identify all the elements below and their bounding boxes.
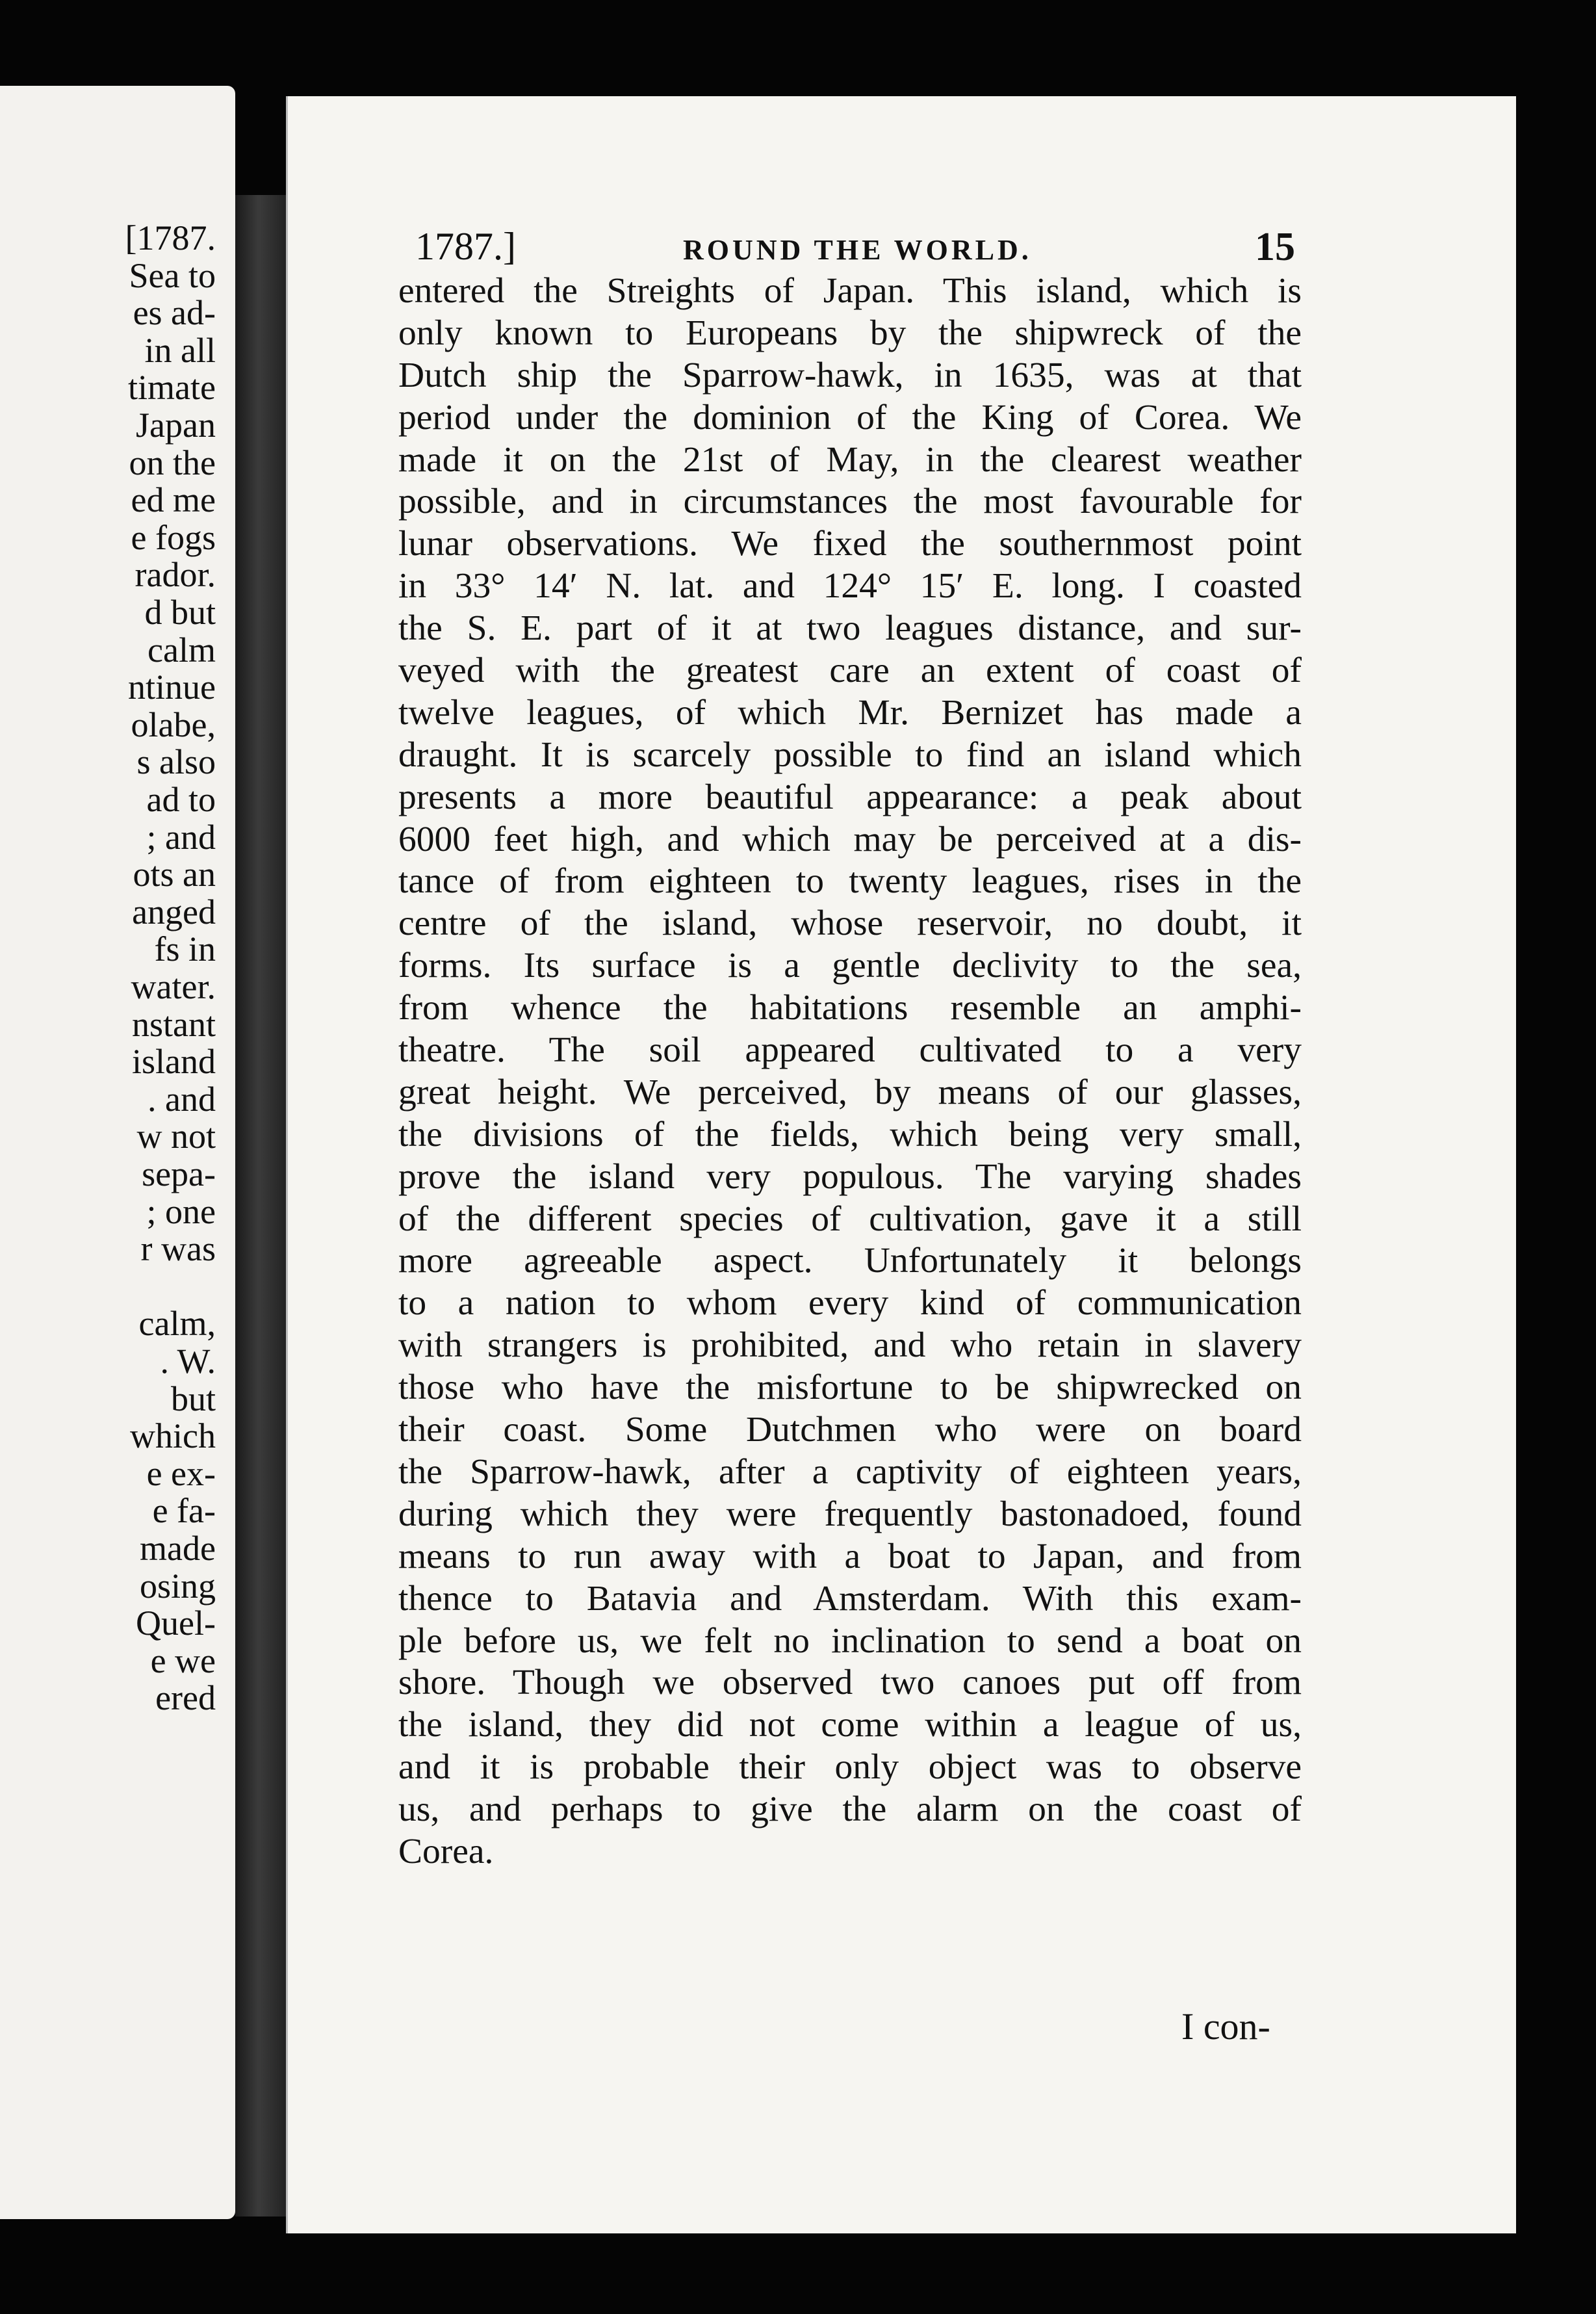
right-page [286, 96, 1516, 2233]
left-page-text-fragment: fs in [154, 930, 216, 969]
left-page-text-fragment: e we [150, 1641, 216, 1680]
left-page-text-fragment: made [140, 1529, 216, 1568]
left-page-text-fragment: ntinue [128, 668, 216, 707]
text-line: possible, and in circumstances the most favourable for [398, 482, 1302, 522]
text-line: period under the dominion of the King of Corea. We [398, 397, 1302, 437]
left-page-text-fragment: ; and [146, 817, 216, 857]
text-line: made it on the 21st of May, in the clearest weather [398, 439, 1302, 480]
left-page-text-fragment: ad to [146, 780, 216, 819]
text-line: the divisions of the fields, which being very small, [398, 1114, 1302, 1154]
left-page-text-fragment: d but [144, 593, 216, 632]
text-line: those who have the misfortune to be shipwrecked on [398, 1368, 1302, 1408]
text-line: ple before us, we felt no inclination to send a boat on [398, 1620, 1302, 1661]
left-page-text-fragment: r was [140, 1229, 216, 1269]
left-page-text-fragment: timate [128, 368, 216, 408]
text-line: the Sparrow-hawk, after a captivity of eighteen years, [398, 1451, 1302, 1492]
left-page-text-fragment: ; one [146, 1191, 216, 1231]
left-page-text-fragment: ered [155, 1678, 216, 1718]
text-line: presents a more beautiful appearance: a peak about [398, 777, 1302, 817]
text-line: 6000 feet high, and which may be perceived at a dis- [398, 819, 1302, 859]
text-line: lunar observations. We fixed the southernmost point [398, 524, 1302, 564]
left-page-text-fragment: on the [129, 443, 216, 482]
left-page-text-fragment: es ad- [133, 293, 216, 333]
text-line: us, and perhaps to give the alarm on the coast of [398, 1789, 1302, 1830]
text-line: theatre. The soil appeared cultivated to a very [398, 1030, 1302, 1071]
text-line: the island, they did not come within a league of us, [398, 1705, 1302, 1745]
running-head-title: ROUND THE WORLD. [683, 234, 1032, 266]
text-line: during which they were frequently bastonadoed, found [398, 1494, 1302, 1534]
text-line: more agreeable aspect. Unfortunately it belongs [398, 1241, 1302, 1281]
left-page-text-fragment: olabe, [131, 705, 216, 744]
left-page-text-fragment: in all [144, 330, 216, 370]
left-page-text-fragment: rador. [135, 555, 216, 595]
text-line: Dutch ship the Sparrow-hawk, in 1635, was at that [398, 355, 1302, 395]
left-page-text-fragment: s also [136, 742, 216, 782]
book-gutter-shadow [235, 195, 287, 2216]
catchword: I con- [1181, 2005, 1270, 2048]
body-text [398, 270, 1302, 1873]
text-line: prove the island very populous. The varying shades [398, 1156, 1302, 1197]
text-line: centre of the island, whose reservoir, no doubt, it [398, 904, 1302, 944]
text-line: means to run away with a boat to Japan, and from [398, 1536, 1302, 1576]
text-line: tance of from eighteen to twenty leagues, rises in the [398, 861, 1302, 902]
text-line: great height. We perceived, by means of our glasses, [398, 1072, 1302, 1112]
left-page-text-fragment: Japan [136, 406, 216, 445]
left-facing-page [0, 86, 235, 2219]
text-line: of the different species of cultivation, gave it a still [398, 1199, 1302, 1239]
text-line: thence to Batavia and Amsterdam. With this exam- [398, 1578, 1302, 1618]
text-line: draught. It is scarcely possible to find an island which [398, 734, 1302, 775]
left-page-text-fragment: [1787. [125, 218, 216, 257]
text-line: from whence the habitations resemble an amphi- [398, 988, 1302, 1028]
left-page-text-fragment: Quel- [136, 1604, 216, 1643]
text-line: only known to Europeans by the shipwreck of the [398, 313, 1302, 353]
text-line: to a nation to whom every kind of communication [398, 1283, 1302, 1323]
text-line: shore. Though we observed two canoes put off from [398, 1663, 1302, 1703]
left-page-text-fragment: calm [148, 630, 216, 670]
left-page-text-fragment: Sea to [129, 255, 216, 295]
left-page-text-fragment: calm, [138, 1304, 216, 1344]
running-head-year: 1787.] [415, 225, 516, 268]
left-page-text-fragment: anged [132, 892, 216, 931]
text-line: their coast. Some Dutchmen who were on board [398, 1410, 1302, 1450]
left-page-text-fragment: but [170, 1379, 216, 1418]
text-line: with strangers is prohibited, and who retain in slavery [398, 1325, 1302, 1366]
page-number: 15 [1255, 225, 1295, 269]
left-page-text-fragment: e fa- [152, 1491, 216, 1531]
left-page-text-fragment: island [132, 1042, 216, 1082]
running-head [288, 224, 1516, 270]
left-page-text-fragment: w not [136, 1117, 216, 1156]
text-line: forms. Its surface is a gentle declivity to the sea, [398, 946, 1302, 986]
text-line: the S. E. part of it at two leagues distance, and sur- [398, 608, 1302, 649]
left-page-text-fragment: ed me [131, 480, 216, 520]
text-line: Corea. [398, 1831, 494, 1871]
text-line: and it is probable their only object was to observe [398, 1747, 1302, 1788]
left-page-text-fragment: sepa- [142, 1154, 216, 1193]
left-page-text-fragment: . W. [160, 1342, 216, 1381]
left-page-text-fragment: ots an [133, 855, 216, 894]
left-page-text-fragment: which [130, 1416, 216, 1456]
left-page-text-fragment: osing [139, 1566, 216, 1606]
text-line: entered the Streights of Japan. This island, which is [398, 271, 1302, 311]
text-line: in 33° 14′ N. lat. and 124° 15′ E. long. I coasted [398, 566, 1302, 606]
text-line: veyed with the greatest care an extent of coast of [398, 651, 1302, 691]
left-page-text-fragment: e fogs [131, 517, 216, 557]
text-line: twelve leagues, of which Mr. Bernizet has made a [398, 692, 1302, 733]
left-page-text-fragment: nstant [132, 1004, 216, 1044]
left-page-text-fragment: . and [148, 1079, 216, 1119]
left-page-text-fragment: e ex- [146, 1453, 216, 1493]
left-page-text-fragment: water. [131, 967, 216, 1006]
